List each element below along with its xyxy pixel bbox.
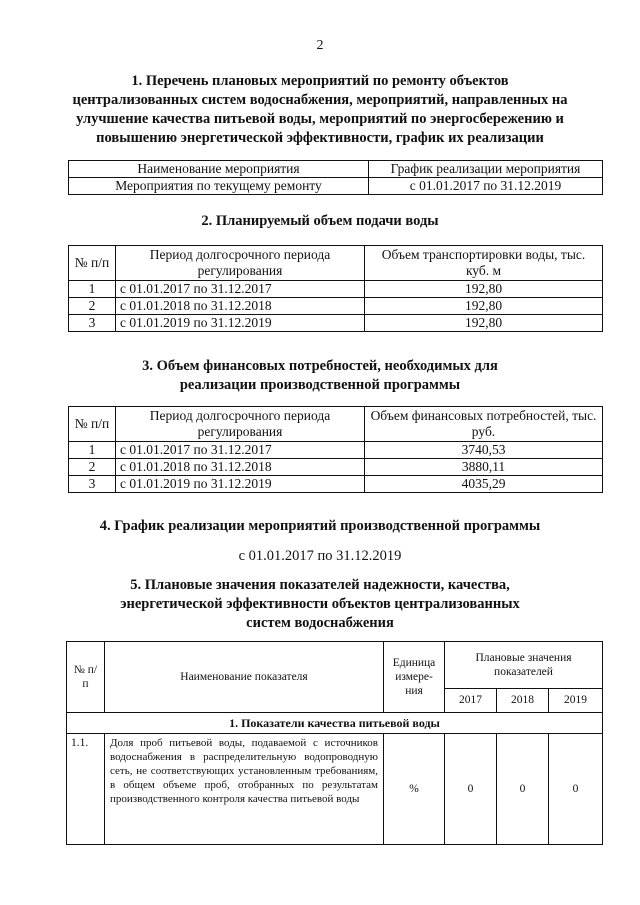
section1-title-line: централизованных систем водоснабжения, мероприятий, направленных на xyxy=(72,92,568,108)
year-header-cell: 2019 xyxy=(549,688,603,712)
section2-title: 2. Планируемый объем подачи воды xyxy=(201,213,439,229)
table-cell: 192,80 xyxy=(365,315,603,332)
table-cell: 3880,11 xyxy=(365,459,603,476)
table-row xyxy=(69,178,603,195)
section4-title: 4. График реализации мероприятий производственной программы xyxy=(99,518,541,534)
table-cell: % xyxy=(384,734,445,845)
header-cell: № п/п xyxy=(67,642,105,713)
table-cell: 192,80 xyxy=(365,281,603,298)
section5-table xyxy=(66,641,603,845)
section1-title xyxy=(0,72,640,148)
section3-title-line: 3. Объем финансовых потребностей, необходимых для xyxy=(142,358,498,374)
header-cell: Плановые значения показателей xyxy=(445,642,603,689)
group-title: 1. Показатели качества питьевой воды xyxy=(67,713,603,734)
header-cell: Единица измере-ния xyxy=(384,642,445,713)
year-header-cell: 2017 xyxy=(445,688,497,712)
table-header-row xyxy=(69,246,603,281)
table-row xyxy=(69,442,603,459)
section5-title-line: энергетической эффективности объектов централизованных xyxy=(120,596,520,612)
table-cell: 3740,53 xyxy=(365,442,603,459)
table-cell: с 01.01.2017 по 31.12.2017 xyxy=(116,281,365,298)
table-cell: 192,80 xyxy=(365,298,603,315)
year-header-cell: 2018 xyxy=(497,688,549,712)
section2-table xyxy=(68,245,603,332)
header-cell: Объем транспортировки воды, тыс. куб. м xyxy=(365,246,603,281)
table-cell: Мероприятия по текущему ремонту xyxy=(69,178,369,195)
table-header-row xyxy=(69,161,603,178)
section3-title xyxy=(0,357,640,395)
table-header-row xyxy=(69,407,603,442)
table-cell: 1 xyxy=(69,281,116,298)
group-row xyxy=(67,713,603,734)
page-number: 2 xyxy=(316,38,324,53)
section5-title-line: 5. Плановые значения показателей надежности, качества, xyxy=(130,577,510,593)
table-header-row xyxy=(67,642,603,689)
section5-title-line: систем водоснабжения xyxy=(246,615,394,631)
table-cell: 0 xyxy=(549,734,603,845)
table-cell: 2 xyxy=(69,298,116,315)
table-row xyxy=(69,281,603,298)
section1-title-line: 1. Перечень плановых мероприятий по ремонту объектов xyxy=(131,73,509,89)
table-cell: с 01.01.2019 по 31.12.2019 xyxy=(116,476,365,493)
table-cell: с 01.01.2018 по 31.12.2018 xyxy=(116,298,365,315)
table-cell: 2 xyxy=(69,459,116,476)
section1-table xyxy=(68,160,603,195)
section1-title-line: улучшение качества питьевой воды, мероприятий по энергосбережению и xyxy=(76,111,564,127)
table-row xyxy=(69,476,603,493)
table-row xyxy=(67,734,603,845)
table-cell: с 01.01.2017 по 31.12.2019 xyxy=(369,178,603,195)
table-cell: 1 xyxy=(69,442,116,459)
table-row xyxy=(69,298,603,315)
header-cell: № п/п xyxy=(69,407,116,442)
table-cell: 0 xyxy=(445,734,497,845)
table-cell: с 01.01.2018 по 31.12.2018 xyxy=(116,459,365,476)
header-cell: Период долгосрочного периода регулирования xyxy=(116,246,365,281)
table-row xyxy=(69,459,603,476)
table-cell: 3 xyxy=(69,315,116,332)
section3-title-line: реализации производственной программы xyxy=(179,377,461,393)
header-cell: Наименование показателя xyxy=(105,642,384,713)
table-cell: 1.1. xyxy=(67,734,105,845)
header-cell: График реализации мероприятия xyxy=(369,161,603,178)
section5-title xyxy=(0,576,640,633)
table-cell: с 01.01.2019 по 31.12.2019 xyxy=(116,315,365,332)
header-cell: Наименование мероприятия xyxy=(69,161,369,178)
section4-period: с 01.01.2017 по 31.12.2019 xyxy=(238,548,402,564)
section1-title-line: повышению энергетической эффективности, график их реализации xyxy=(96,130,544,146)
header-cell: № п/п xyxy=(69,246,116,281)
table-cell: 0 xyxy=(497,734,549,845)
table-cell: 3 xyxy=(69,476,116,493)
table-cell: Доля проб питьевой воды, подаваемой с источников водоснабжения в распределительную водопроводную сеть, не соответствующих установленным требованиям, в общем объеме проб, отобранных по результатам производственного контроля качества питьевой воды xyxy=(105,734,384,845)
table-cell: 4035,29 xyxy=(365,476,603,493)
header-cell: Объем финансовых потребностей, тыс. руб. xyxy=(365,407,603,442)
header-cell: Период долгосрочного периода регулирования xyxy=(116,407,365,442)
table-cell: с 01.01.2017 по 31.12.2017 xyxy=(116,442,365,459)
table-row xyxy=(69,315,603,332)
section3-table xyxy=(68,406,603,493)
